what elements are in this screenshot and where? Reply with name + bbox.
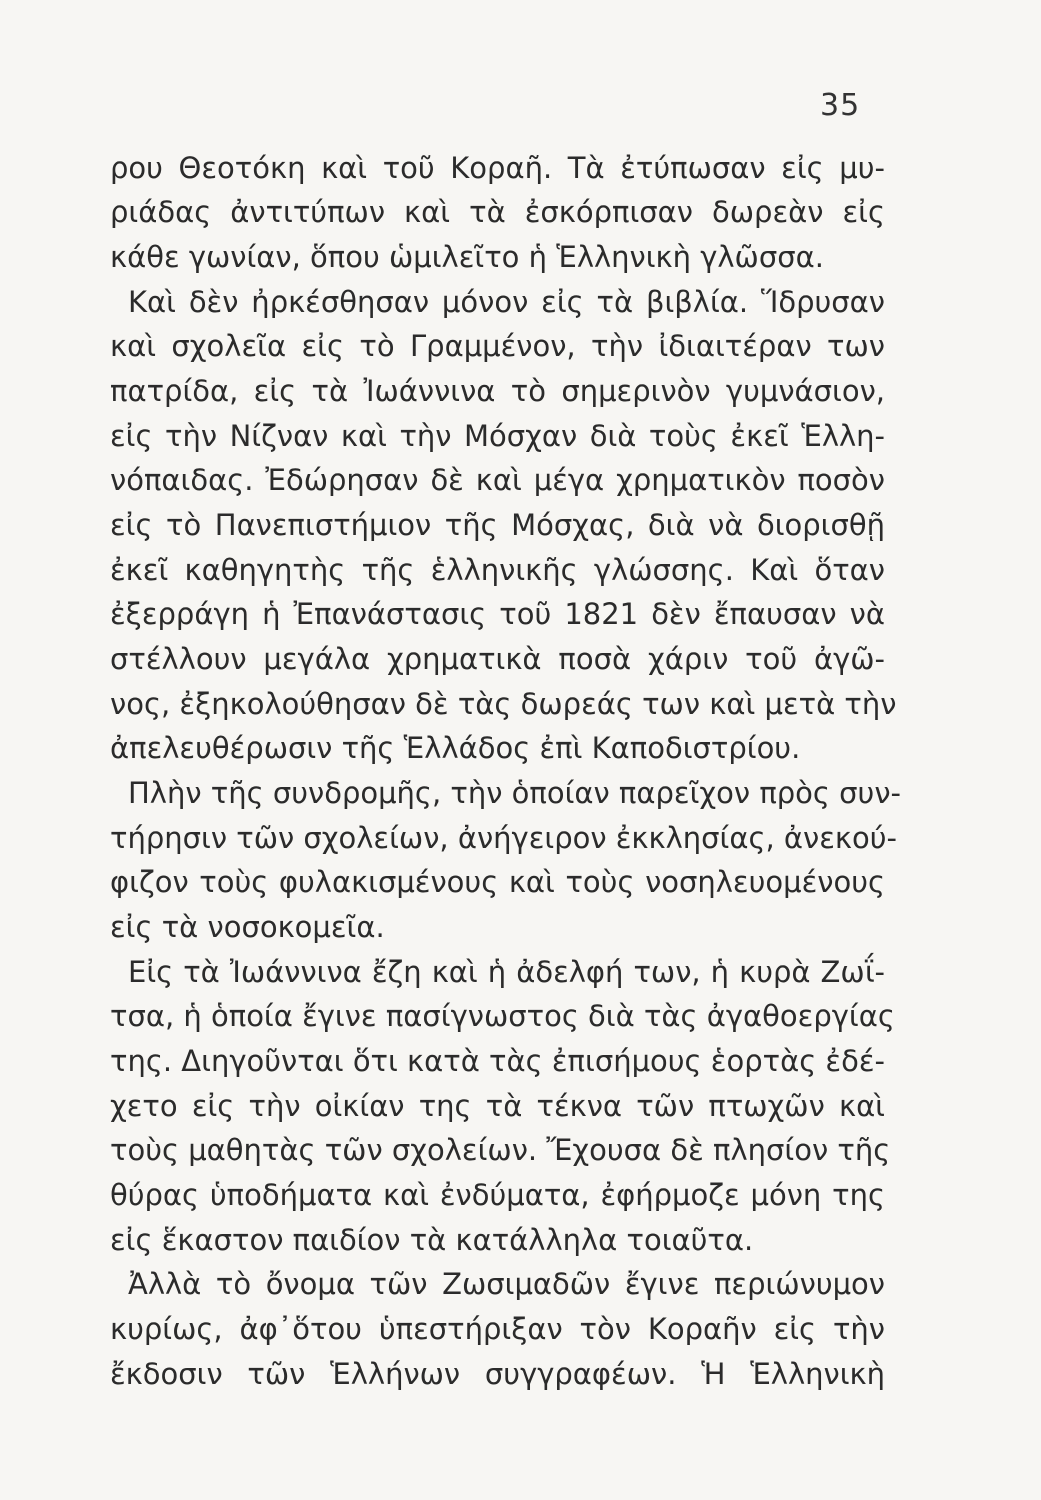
text-line: εἰς τὰ νοσοκομεῖα. — [110, 910, 385, 944]
text-line: τσα, ἡ ὁποία ἔγινε πασίγνωστος διὰ τὰς ἀγαθοεργίας — [110, 999, 895, 1033]
text-line: στέλλουν μεγάλα χρηματικὰ ποσὰ χάριν τοῦ ἀγῶ- — [110, 642, 885, 676]
text-line: Εἰς τὰ Ἰωάννινα ἔζη καὶ ἡ ἀδελφή των, ἡ κυρὰ Ζωΐ- — [128, 955, 885, 989]
text-line: χετο εἰς τὴν οἰκίαν της τὰ τέκνα τῶν πτωχῶν καὶ — [110, 1089, 885, 1123]
text-line: ριάδας ἀντιτύπων καὶ τὰ ἐσκόρπισαν δωρεὰν εἰς — [110, 195, 885, 229]
text-line: νος, ἐξηκολούθησαν δὲ τὰς δωρεάς των καὶ μετὰ τὴν — [110, 687, 897, 721]
text-line: ρου Θεοτόκη καὶ τοῦ Κοραῆ. Τὰ ἐτύπωσαν εἰς μυ- — [110, 151, 885, 185]
text-line: τήρησιν τῶν σχολείων, ἀνήγειρον ἐκκλησίας, ἀνεκού- — [110, 821, 897, 855]
text-line: Πλὴν τῆς συνδρομῆς, τὴν ὁποίαν παρεῖχον πρὸς συν- — [128, 776, 901, 810]
text-line: Ἀλλὰ τὸ ὄνομα τῶν Ζωσιμαδῶν ἔγινε περιώνυμον — [128, 1267, 885, 1301]
text-line: εἰς ἕκαστον παιδίον τὰ κατάλληλα τοιαῦτα. — [110, 1223, 754, 1257]
text-line: εἰς τὴν Νίζναν καὶ τὴν Μόσχαν διὰ τοὺς ἐκεῖ Ἑλλη- — [110, 419, 885, 453]
text-line: Καὶ δὲν ἠρκέσθησαν μόνον εἰς τὰ βιβλία. Ἵδρυσαν — [128, 285, 885, 319]
page-number: 35 — [820, 88, 861, 123]
text-line: της. Διηγοῦνται ὅτι κατὰ τὰς ἐπισήμους ἑορτὰς ἐδέ- — [110, 1044, 885, 1078]
text-line: ἐξερράγη ἡ Ἐπανάστασις τοῦ 1821 δὲν ἔπαυσαν νὰ — [110, 597, 885, 631]
text-line: καὶ σχολεῖα εἰς τὸ Γραμμένον, τὴν ἰδιαιτέραν των — [110, 329, 885, 363]
text-line: νόπαιδας. Ἐδώρησαν δὲ καὶ μέγα χρηματικὸν ποσὸν — [110, 463, 885, 497]
text-line: ἔκδοσιν τῶν Ἑλλήνων συγγραφέων. Ἡ Ἑλληνικὴ — [110, 1357, 885, 1391]
text-line: ἐκεῖ καθηγητὴς τῆς ἑλληνικῆς γλώσσης. Καὶ ὅταν — [110, 553, 885, 587]
text-line: ἀπελευθέρωσιν τῆς Ἑλλάδος ἐπὶ Καποδιστρίου. — [110, 731, 801, 765]
text-line: εἰς τὸ Πανεπιστήμιον τῆς Μόσχας, διὰ νὰ διορισθῇ — [110, 508, 885, 542]
text-line: φιζον τοὺς φυλακισμένους καὶ τοὺς νοσηλευομένους — [110, 865, 885, 899]
text-line: θύρας ὑποδήματα καὶ ἐνδύματα, ἐφήρμοζε μόνη της — [110, 1178, 885, 1212]
text-line: πατρίδα, εἰς τὰ Ἰωάννινα τὸ σημερινὸν γυμνάσιον, — [110, 374, 885, 408]
text-line: κυρίως, ἀφ᾽ὅτου ὑπεστήριξαν τὸν Κοραῆν εἰς τὴν — [110, 1312, 885, 1346]
text-line: κάθε γωνίαν, ὅπου ὡμιλεῖτο ἡ Ἑλληνικὴ γλῶσσα. — [110, 240, 824, 274]
text-line: τοὺς μαθητὰς τῶν σχολείων. Ἔχουσα δὲ πλησίον τῆς — [110, 1133, 891, 1167]
